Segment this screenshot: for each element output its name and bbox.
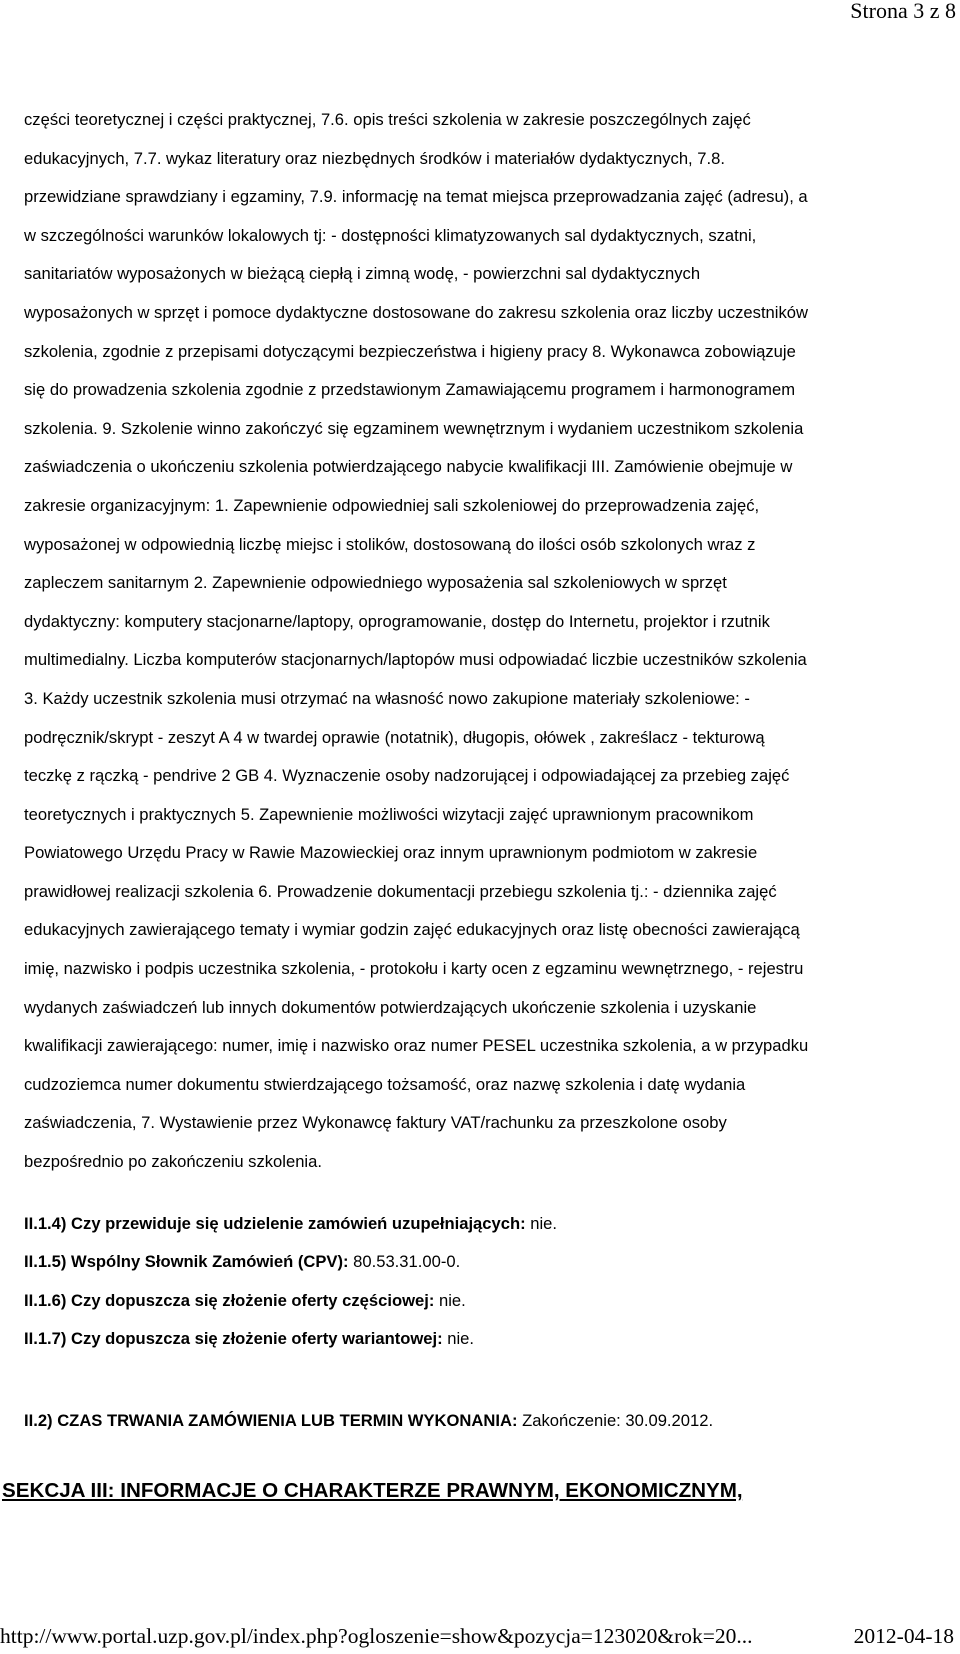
item-ii-1-5 bbox=[24, 1250, 460, 1274]
body-line: teoretycznych i praktycznych 5. Zapewnienie możliwości wizytacji zajęć uprawnionym pracownikom bbox=[24, 804, 754, 824]
body-line: wydanych zaświadczeń lub innych dokumentów potwierdzających ukończenie szkolenia i uzyskanie bbox=[24, 997, 757, 1017]
body-line: przewidziane sprawdziany i egzaminy, 7.9. informację na temat miejsca przeprowadzania zajęć (adresu), a bbox=[24, 187, 808, 207]
section-title: SEKCJA III: INFORMACJE O CHARAKTERZE PRAWNYM, EKONOMICZNYM, bbox=[2, 1479, 743, 1502]
body-paragraph bbox=[24, 101, 944, 1182]
body-line: w szczególności warunków lokalowych tj: - dostępności klimatyzowanych sal dydaktycznych, szatni, bbox=[24, 225, 757, 245]
item-label: II.2) CZAS TRWANIA ZAMÓWIENIA LUB TERMIN WYKONANIA: bbox=[24, 1411, 518, 1430]
body-line: edukacyjnych zawierającego tematy i wymiar godzin zajęć edukacyjnych oraz listę obecności zawierającą bbox=[24, 920, 800, 940]
body-line: 3. Każdy uczestnik szkolenia musi otrzymać na własność nowo zakupione materiały szkoleniowe: - bbox=[24, 688, 750, 708]
body-line: Powiatowego Urzędu Pracy w Rawie Mazowieckiej oraz innym uprawnionym podmiotom w zakresie bbox=[24, 843, 758, 863]
item-label: II.1.7) Czy dopuszcza się złożenie oferty wariantowej: bbox=[24, 1329, 443, 1348]
body-line: bezpośrednio po zakończeniu szkolenia. bbox=[24, 1152, 322, 1172]
item-ii-1-4 bbox=[24, 1212, 557, 1236]
footer-date: 2012-04-18 bbox=[853, 1624, 954, 1648]
item-ii-1-6 bbox=[24, 1289, 466, 1313]
item-value: nie. bbox=[525, 1214, 558, 1233]
body-line: zaświadczenia o ukończeniu szkolenia potwierdzającego nabycie kwalifikacji III. Zamówienie obejmuje w bbox=[24, 457, 793, 477]
item-label: II.1.5) Wspólny Słownik Zamówień (CPV): bbox=[24, 1252, 349, 1271]
item-value: Zakończenie: 30.09.2012. bbox=[517, 1411, 714, 1430]
item-label: II.1.6) Czy dopuszcza się złożenie oferty częściowej: bbox=[24, 1291, 435, 1310]
body-line: dydaktyczny: komputery stacjonarne/laptopy, oprogramowanie, dostęp do Internetu, projektor i rzutnik bbox=[24, 611, 770, 631]
item-value: nie. bbox=[442, 1329, 475, 1348]
item-ii-1-7 bbox=[24, 1327, 474, 1351]
body-line: zakresie organizacyjnym: 1. Zapewnienie odpowiedniej sali szkoleniowej do przeprowadzenia zajęć, bbox=[24, 495, 760, 515]
body-line: kwalifikacji zawierającego: numer, imię i nazwisko oraz numer PESEL uczestnika szkolenia, a w przypadku bbox=[24, 1036, 809, 1056]
item-value: nie. bbox=[434, 1291, 466, 1310]
body-line: sanitariatów wyposażonych w bieżącą ciepłą i zimną wodę, - powierzchni sal dydaktycznych bbox=[24, 264, 701, 284]
page-indicator: Strona 3 z 8 bbox=[850, 0, 956, 23]
body-line: zapleczem sanitarnym 2. Zapewnienie odpowiedniego wyposażenia sal szkoleniowych w sprzęt bbox=[24, 573, 727, 593]
item-ii-2 bbox=[24, 1409, 713, 1433]
body-line: imię, nazwisko i podpis uczestnika szkolenia, - protokołu i karty ocen z egzaminu wewnętrznego, - rejestru bbox=[24, 959, 804, 979]
body-line: się do prowadzenia szkolenia zgodnie z przedstawionym Zamawiającemu programem i harmonogramem bbox=[24, 380, 796, 400]
body-line: podręcznik/skrypt - zeszyt A 4 w twardej oprawie (notatnik), długopis, ołówek , zakreślacz - tekturową bbox=[24, 727, 765, 747]
body-line: części teoretycznej i części praktycznej, 7.6. opis treści szkolenia w zakresie poszczególnych zajęć bbox=[24, 110, 751, 129]
body-line: edukacyjnych, 7.7. wykaz literatury oraz niezbędnych środków i materiałów dydaktycznych, 7.8. bbox=[24, 148, 725, 168]
body-line: multimedialny. Liczba komputerów stacjonarnych/laptopów musi odpowiadać liczbie uczestników szkolenia bbox=[24, 650, 807, 670]
body-line: wyposażonych w sprzęt i pomoce dydaktyczne dostosowane do zakresu szkolenia oraz liczby uczestników bbox=[24, 302, 808, 322]
body-line: wyposażonej w odpowiednią liczbę miejsc i stolików, dostosowaną do ilości osób szkolonych wraz z bbox=[24, 534, 756, 554]
body-line: cudzoziemca numer dokumentu stwierdzającego tożsamość, oraz nazwę szkolenia i datę wydania bbox=[24, 1074, 746, 1094]
body-line: teczkę z rączką - pendrive 2 GB 4. Wyznaczenie osoby nadzorującej i odpowiadającej za przebieg zajęć bbox=[24, 766, 790, 786]
body-line: szkolenia, zgodnie z przepisami dotyczącymi bezpieczeństwa i higieny pracy 8. Wykonawca zobowiązuje bbox=[24, 341, 796, 361]
body-line: prawidłowej realizacji szkolenia 6. Prowadzenie dokumentacji przebiegu szkolenia tj.: - dziennika zajęć bbox=[24, 881, 777, 901]
item-label: II.1.4) Czy przewiduje się udzielenie zamówień uzupełniających: bbox=[24, 1214, 526, 1233]
item-value: 80.53.31.00-0. bbox=[348, 1252, 461, 1271]
body-line: zaświadczenia, 7. Wystawienie przez Wykonawcę faktury VAT/rachunku za przeszkolone osoby bbox=[24, 1113, 727, 1133]
body-line: szkolenia. 9. Szkolenie winno zakończyć się egzaminem wewnętrznym i wydaniem uczestnikom szkolenia bbox=[24, 418, 804, 438]
footer-url: http://www.portal.uzp.gov.pl/index.php?ogloszenie=show&pozycja=123020&rok=20... bbox=[0, 1624, 753, 1648]
